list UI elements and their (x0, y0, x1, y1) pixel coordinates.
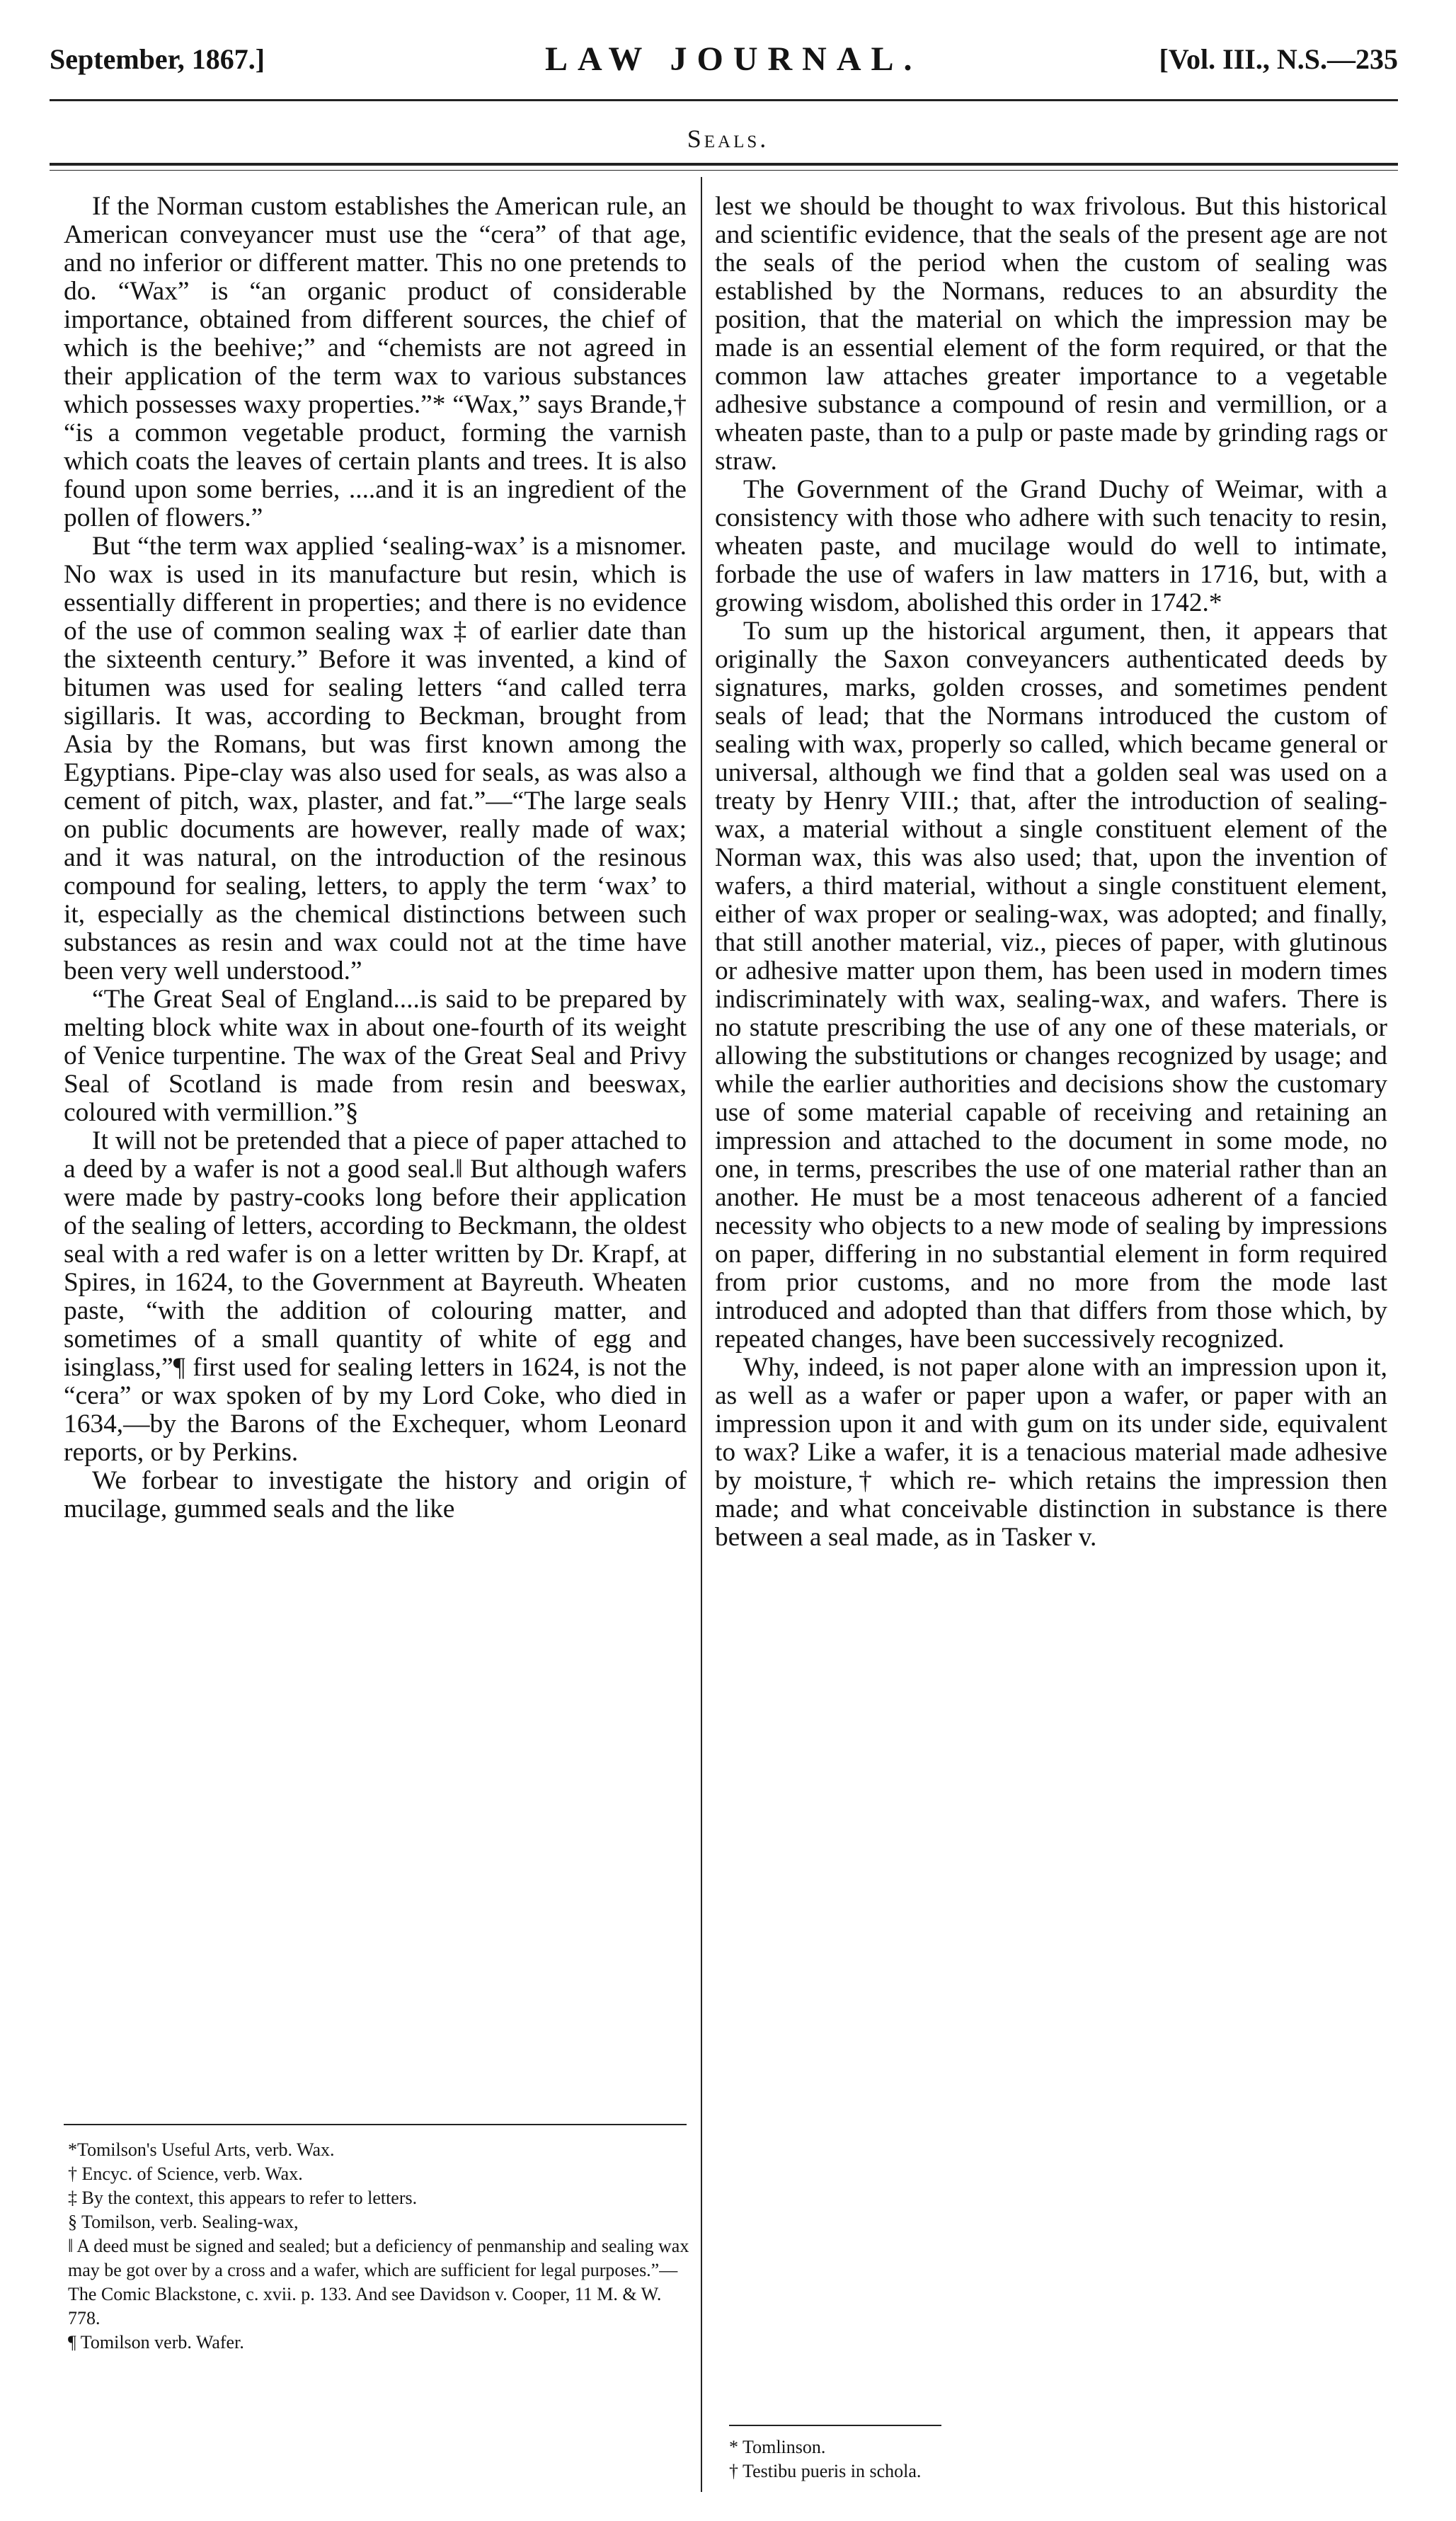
footnote: ‡ By the context, this appears to refer to letters. (68, 2188, 418, 2208)
footnote: † Encyc. of Science, verb. Wax. (68, 2163, 303, 2184)
section-rule-thin (50, 170, 1398, 171)
right-column (715, 193, 1387, 1552)
header-rule (50, 99, 1398, 101)
left-column (64, 193, 687, 1524)
footnote: *Tomilson's Useful Arts, verb. Wax. (68, 2139, 335, 2160)
footnote-rule-right (729, 2425, 941, 2426)
footnote-rule-left (64, 2124, 687, 2125)
column-divider (701, 177, 702, 2492)
footnote: § Tomilson, verb. Sealing-wax, (68, 2212, 299, 2232)
footnote: ¶ Tomilson verb. Wafer. (68, 2332, 244, 2353)
paragraph: If the Norman custom establishes the American rule, an American conveyancer must use the “cera” of that age, and no inferior or different matter. This no one pretends to do. “Wax” is “an organic product of considerable importance, obtained from different sources, the chief of which is the beehive;” and “chemists are not agreed in their application of the term wax to various substances which possesses waxy properties.”* “Wax,” says Brande,† “is a common vegetable product, forming the varnish which coats the leaves of certain plants and trees. It is also found upon some berries, ....and it is an ingredient of the pollen of flowers.” (64, 192, 687, 532)
footnote: † Testibu pueris in schola. (729, 2461, 922, 2481)
footnotes-left (68, 2138, 691, 2355)
paragraph: We forbear to investigate the history and origin of mucilage, gummed seals and the like (64, 1466, 687, 1524)
footnote: ‖ A deed must be signed and sealed; but a deficiency of penmanship and sealing wax may be got over by a cross and a wafer, which are sufficient for legal purposes.”—The Comic Blackstone, c. xvii. p. 133. And see Davidson v. Cooper, 11 M. & W. 778. (68, 2236, 689, 2328)
section-rule-thick (50, 163, 1398, 166)
running-header (50, 42, 1398, 85)
header-date: September, 1867.] (50, 43, 265, 75)
footnotes-right (729, 2435, 1366, 2483)
header-volume-page: [Vol. III., N.S.—235 (1159, 43, 1398, 75)
section-title: Seals. (687, 125, 769, 153)
paragraph: lest we should be thought to wax frivolous. But this historical and scientific evidence, that the seals of the present age are not the seals of the period when the custom of sealing was established by the Normans, reduces to an absurdity the position, that the material on which the impression may be made is an essential element of the form required, or that the common law attaches greater importance to a vegetable adhesive substance a compound of resin and vermillion, or a wheaten paste, than to a pulp or paste made by grinding rags or straw. (715, 192, 1387, 476)
journal-title: LAW JOURNAL. (545, 40, 922, 78)
paragraph: To sum up the historical argument, then, it appears that originally the Saxon conveyancers authenticated deeds by signatures, marks, golden crosses, and sometimes pendent seals of lead; that the Normans introduced the custom of sealing with wax, properly so called, which became general or universal, although we find that a golden seal was used on a treaty by Henry VIII.; that, after the introduction of sealing-wax, a material without a single constituent element of the Norman wax, this was also used; that, upon the invention of wafers, a third material, without a single constituent element, either of wax proper or sealing-wax, was adopted; and finally, that still another material, viz., pieces of paper, with glutinous or adhesive matter upon them, has been used in modern times indiscriminately with wax, sealing-wax, and wafers. There is no statute prescribing the use of any one of these materials, or allowing the substitutions or changes recognized by usage; and while the earlier authorities and decisions show the customary use of some material capable of receiving and retaining an impression and attached to the document in some mode, no one, in terms, prescribes the use of one material rather than an another. He must be a most tenaceous adherent of a fancied necessity who objects to a new mode of sealing by impressions on paper, differing in no substantial element in form required from prior customs, and no more from the mode last introduced and adopted than that differs from those which, by repeated changes, have been successively recognized. (715, 617, 1387, 1354)
paragraph: Why, indeed, is not paper alone with an impression upon it, as well as a wafer or paper upon a wafer, or paper with an impression upon it and with gum on its under side, equivalent to wax? Like a wafer, it is a tenacious material made adhesive by moisture,† which re- which retains the impression then made; and what conceivable distinction in substance is there between a seal made, as in Tasker v. (715, 1353, 1387, 1552)
paragraph: “The Great Seal of England....is said to be prepared by melting block white wax in about one-fourth of its weight of Venice turpentine. The wax of the Great Seal and Privy Seal of Scotland is made from resin and beeswax, coloured with vermillion.”§ (64, 985, 687, 1127)
paragraph: It will not be pretended that a piece of paper attached to a deed by a wafer is not a good seal.‖ But although wafers were made by pastry-cooks long before their application of the sealing of letters, according to Beckmann, the oldest seal with a red wafer is on a letter written by Dr. Krapf, at Spires, in 1624, to the Government at Bayreuth. Wheaten paste, “with the addition of colouring matter, and sometimes of a small quantity of white of egg and isinglass,”¶ first used for sealing letters in 1624, is not the “cera” or wax spoken of by my Lord Coke, who died in 1634,—by the Barons of the Exchequer, whom Leonard reports, or by Perkins. (64, 1126, 687, 1467)
footnote: * Tomlinson. (729, 2437, 826, 2457)
paragraph: But “the term wax applied ‘sealing-wax’ is a misnomer. No wax is used in its manufacture but resin, which is essentially different in properties; and there is no evidence of the use of common sealing wax ‡ of earlier date than the sixteenth century.” Before it was invented, a kind of bitumen was used for sealing letters “and called terra sigillaris. It was, according to Beckman, brought from Asia by the Romans, but was first known among the Egyptians. Pipe-clay was also used for seals, as was also a cement of pitch, wax, plaster, and fat.”—“The large seals on public documents are however, really made of wax; and it was natural, on the introduction of the resinous compound for sealing, letters, to apply the term ‘wax’ to it, especially as the chemical distinctions between such substances as resin and wax could not at the time have been very well understood.” (64, 532, 687, 985)
paragraph: The Government of the Grand Duchy of Weimar, with a consistency with those who adhere with such tenacity to resin, wheaten paste, and mucilage would do well to intimate, forbade the use of wafers in law matters in 1716, but, with a growing wisdom, abolished this order in 1742.* (715, 475, 1387, 617)
